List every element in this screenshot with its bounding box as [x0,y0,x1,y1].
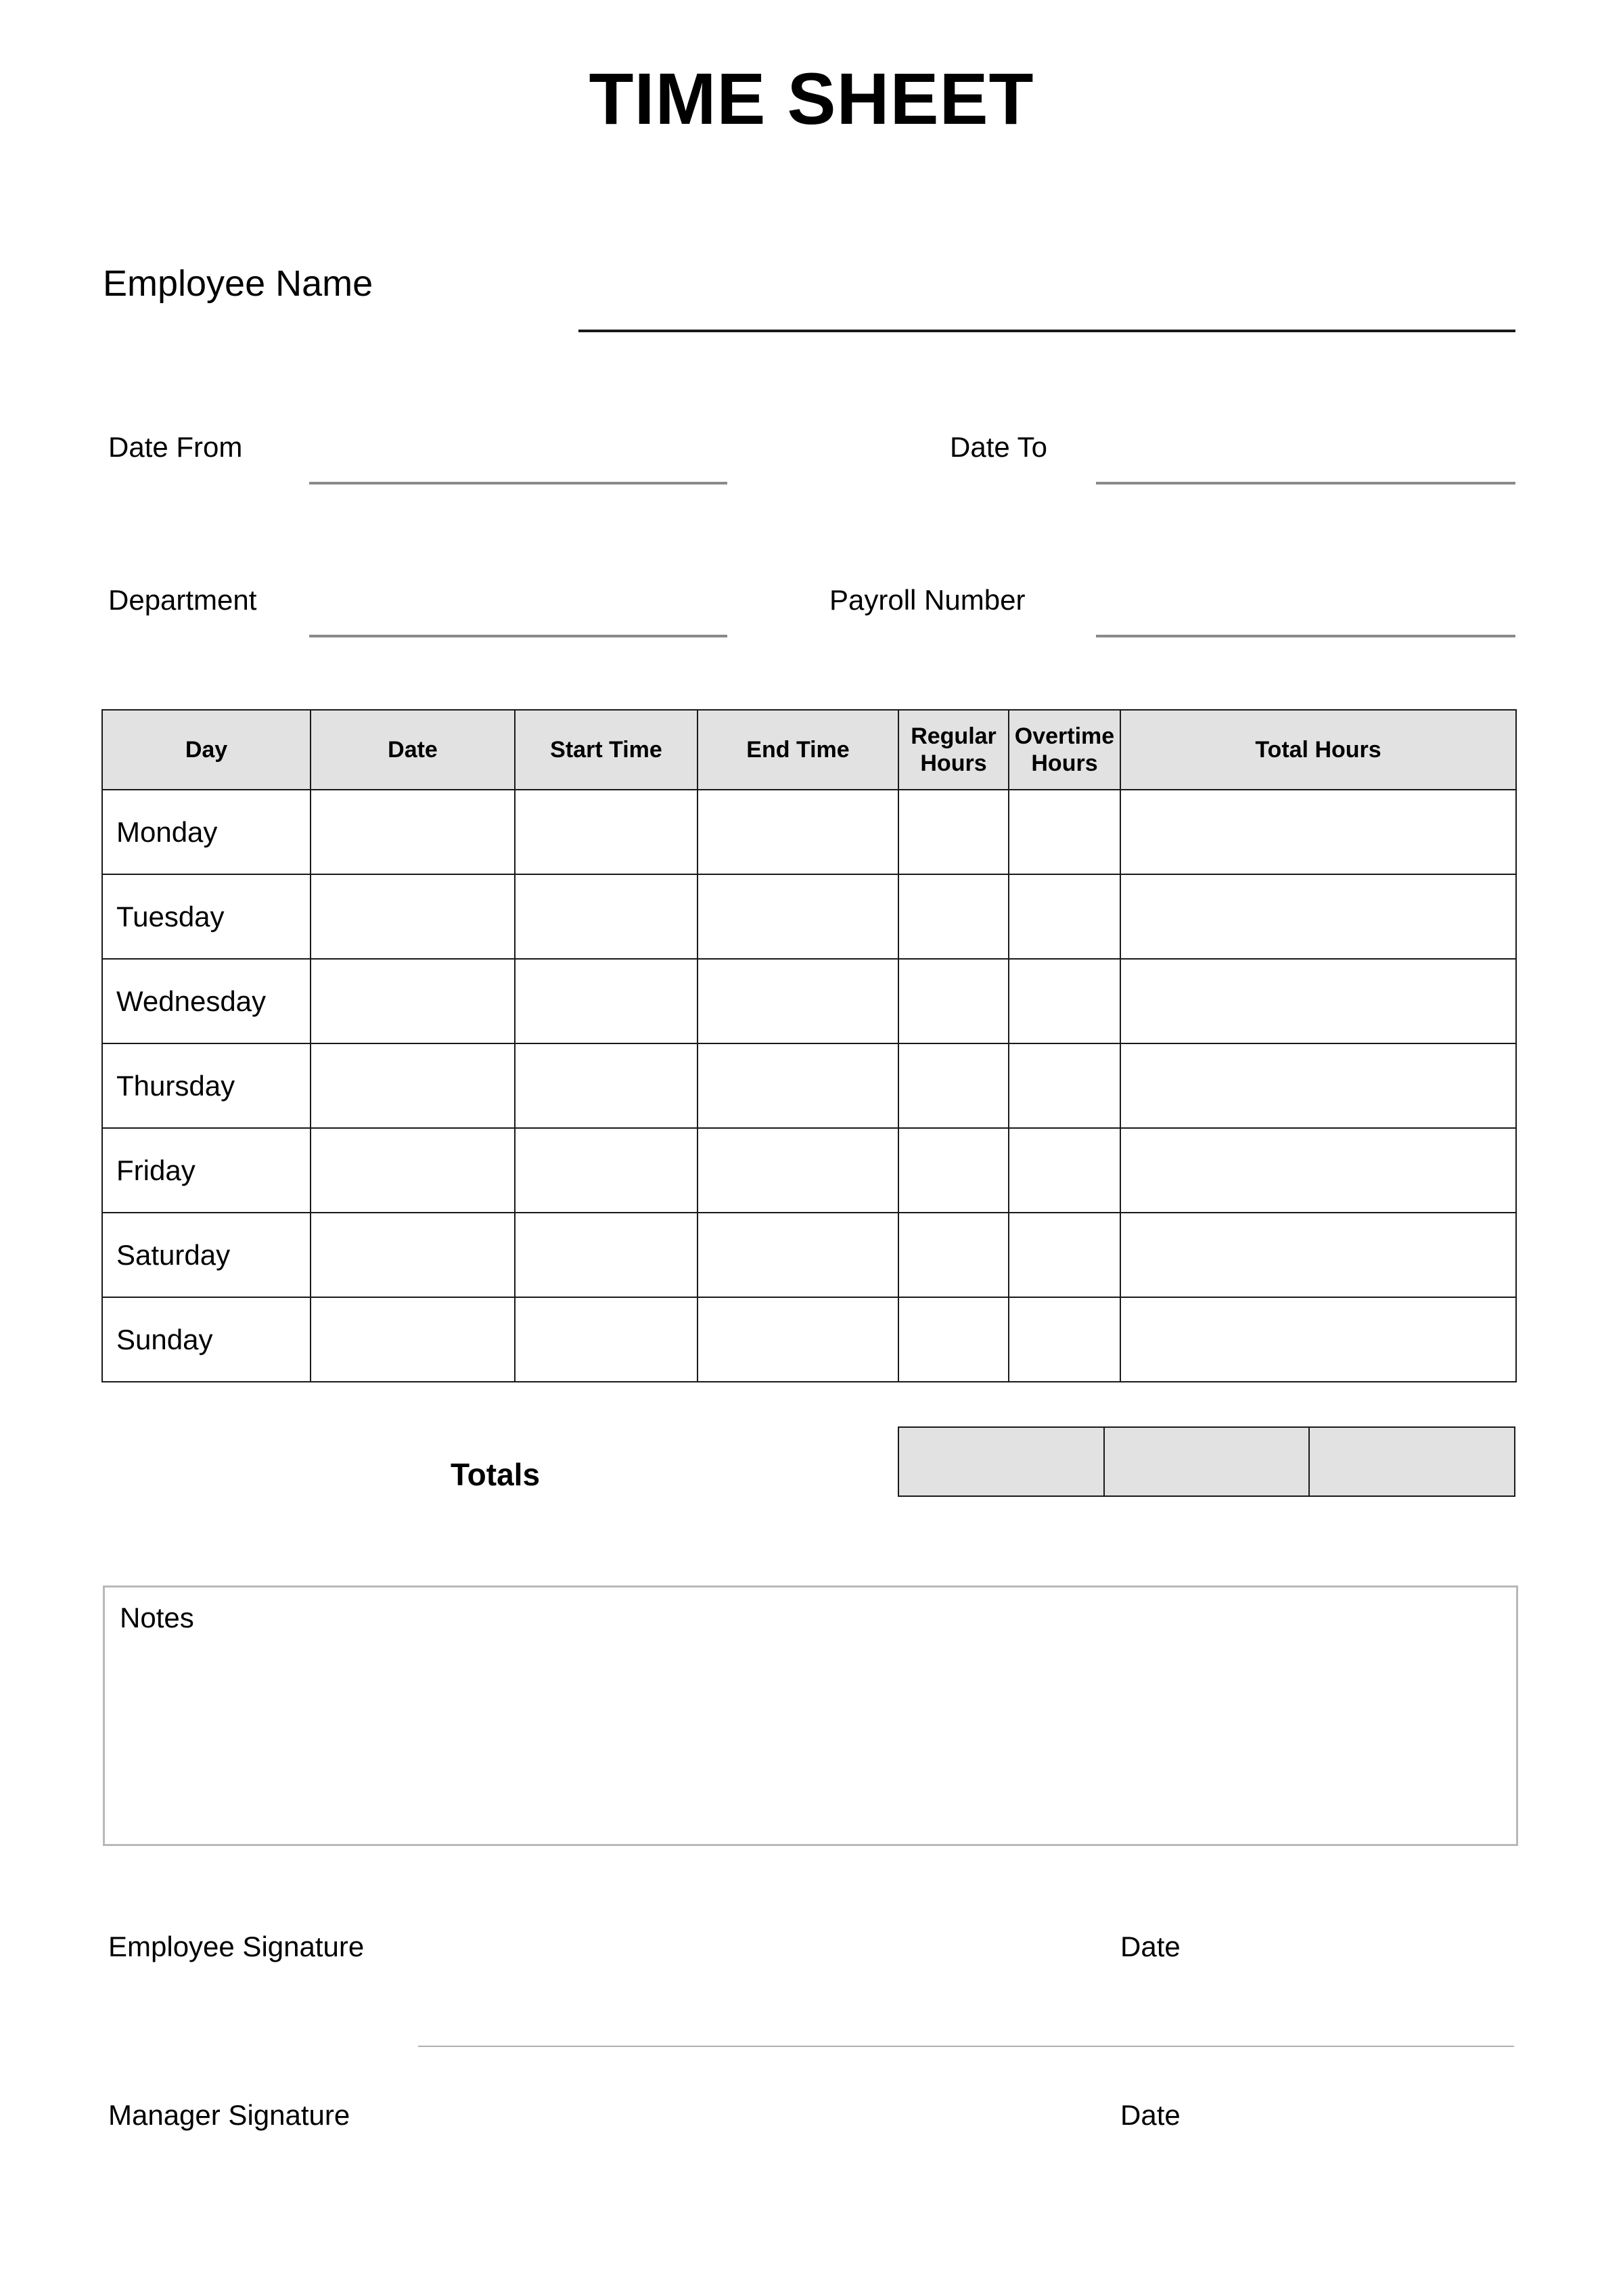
cell-regular_hours[interactable] [898,790,1009,874]
table-body [102,790,1516,1382]
date-from-label: Date From [108,431,243,463]
day-label-cell: Wednesday [102,959,311,1043]
employee-date-label: Date [1120,1931,1181,1962]
cell-total_hours[interactable] [1120,1128,1516,1213]
table-row [102,1213,1516,1297]
table-row [102,1297,1516,1382]
column-header-date: Date [311,710,515,790]
totals-cell-total_hours_total[interactable] [1308,1426,1515,1497]
cell-overtime_hours[interactable] [1009,874,1120,959]
cell-date[interactable] [311,959,515,1043]
employee-name-input[interactable] [578,330,1515,332]
cell-overtime_hours[interactable] [1009,1213,1120,1297]
cell-total_hours[interactable] [1120,874,1516,959]
table-row [102,1043,1516,1128]
date-to-input[interactable] [1096,482,1515,485]
day-label-cell: Monday [102,790,311,874]
day-label-cell: Sunday [102,1297,311,1382]
cell-overtime_hours[interactable] [1009,1043,1120,1128]
cell-end_time[interactable] [698,959,898,1043]
cell-regular_hours[interactable] [898,1297,1009,1382]
table-row [102,874,1516,959]
cell-regular_hours[interactable] [898,1043,1009,1128]
payroll-number-input[interactable] [1096,635,1515,637]
column-header-regular_hours: Regular Hours [898,710,1009,790]
timesheet-table [101,709,1517,1382]
employee-signature-label: Employee Signature [108,1931,365,1962]
cell-end_time[interactable] [698,790,898,874]
cell-regular_hours[interactable] [898,874,1009,959]
cell-date[interactable] [311,1297,515,1382]
cell-date[interactable] [311,1128,515,1213]
table-row [102,790,1516,874]
cell-total_hours[interactable] [1120,1043,1516,1128]
cell-start_time[interactable] [515,959,698,1043]
cell-date[interactable] [311,790,515,874]
page-title: TIME SHEET [589,58,1034,139]
cell-regular_hours[interactable] [898,1128,1009,1213]
cell-end_time[interactable] [698,1297,898,1382]
column-header-total_hours: Total Hours [1120,710,1516,790]
cell-date[interactable] [311,874,515,959]
table-header [102,710,1516,790]
department-label: Department [108,584,257,616]
table-header-row [102,710,1516,790]
column-header-overtime_hours: Overtime Hours [1009,710,1120,790]
employee-name-label: Employee Name [103,263,373,304]
notes-label: Notes [120,1602,194,1634]
day-label-cell: Tuesday [102,874,311,959]
table-row [102,1128,1516,1213]
payroll-number-label: Payroll Number [829,584,1026,616]
manager-date-label: Date [1120,2099,1181,2131]
employee-signature-rule[interactable] [418,2046,1514,2047]
notes-box[interactable] [103,1585,1518,1846]
cell-overtime_hours[interactable] [1009,959,1120,1043]
cell-end_time[interactable] [698,1043,898,1128]
column-header-day: Day [102,710,311,790]
cell-start_time[interactable] [515,874,698,959]
date-to-label: Date To [950,431,1047,463]
totals-boxes [898,1426,1515,1497]
cell-date[interactable] [311,1213,515,1297]
table-row [102,959,1516,1043]
cell-start_time[interactable] [515,1297,698,1382]
cell-regular_hours[interactable] [898,1213,1009,1297]
cell-date[interactable] [311,1043,515,1128]
cell-end_time[interactable] [698,1213,898,1297]
totals-cell-overtime_hours_total[interactable] [1103,1426,1310,1497]
cell-total_hours[interactable] [1120,959,1516,1043]
cell-start_time[interactable] [515,1128,698,1213]
cell-total_hours[interactable] [1120,1297,1516,1382]
cell-overtime_hours[interactable] [1009,1128,1120,1213]
cell-end_time[interactable] [698,874,898,959]
cell-overtime_hours[interactable] [1009,1297,1120,1382]
cell-total_hours[interactable] [1120,790,1516,874]
cell-start_time[interactable] [515,1043,698,1128]
cell-overtime_hours[interactable] [1009,790,1120,874]
cell-total_hours[interactable] [1120,1213,1516,1297]
day-label-cell: Saturday [102,1213,311,1297]
day-label-cell: Friday [102,1128,311,1213]
manager-signature-label: Manager Signature [108,2099,350,2131]
date-from-input[interactable] [309,482,727,485]
cell-regular_hours[interactable] [898,959,1009,1043]
totals-cell-regular_hours_total[interactable] [898,1426,1105,1497]
cell-start_time[interactable] [515,1213,698,1297]
column-header-start_time: Start Time [515,710,698,790]
totals-label: Totals [451,1457,541,1492]
column-header-end_time: End Time [698,710,898,790]
department-input[interactable] [309,635,727,637]
cell-end_time[interactable] [698,1128,898,1213]
day-label-cell: Thursday [102,1043,311,1128]
cell-start_time[interactable] [515,790,698,874]
